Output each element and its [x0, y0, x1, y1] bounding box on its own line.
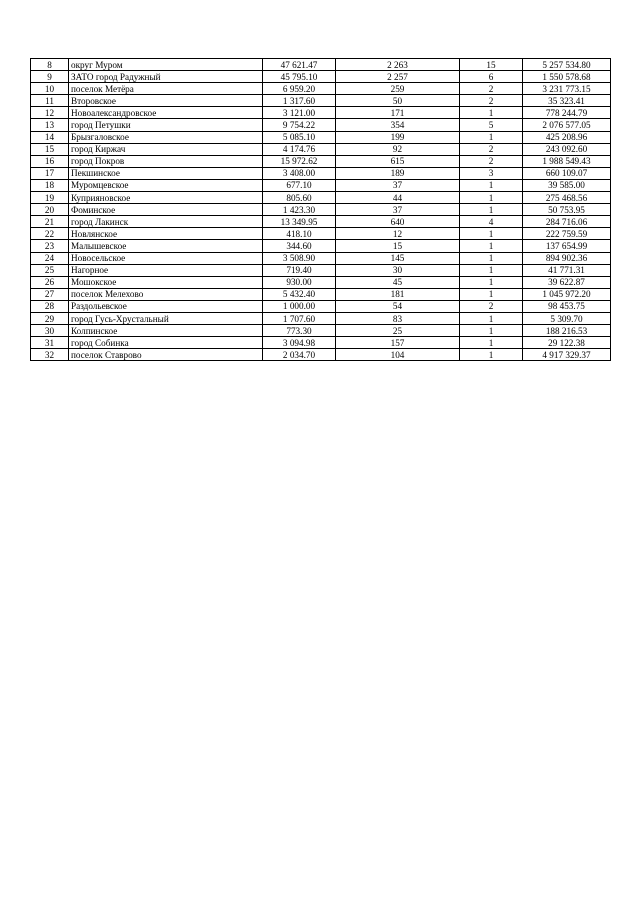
count-cell: 145 — [336, 252, 460, 264]
table-row — [31, 59, 611, 71]
table-row — [31, 228, 611, 240]
row-number-cell: 18 — [31, 179, 69, 191]
area-cell: 45 795.10 — [263, 71, 336, 83]
units-cell: 1 — [460, 349, 523, 361]
table-row — [31, 288, 611, 300]
count-cell: 189 — [336, 167, 460, 179]
row-number-cell: 29 — [31, 312, 69, 324]
settlement-name-cell: поселок Метёра — [69, 83, 263, 95]
area-cell: 9 754.22 — [263, 119, 336, 131]
table-row — [31, 192, 611, 204]
units-cell: 1 — [460, 192, 523, 204]
settlement-name-cell: город Петушки — [69, 119, 263, 131]
row-number-cell: 14 — [31, 131, 69, 143]
count-cell: 171 — [336, 107, 460, 119]
area-cell: 719.40 — [263, 264, 336, 276]
units-cell: 15 — [460, 59, 523, 71]
count-cell: 92 — [336, 143, 460, 155]
row-number-cell: 13 — [31, 119, 69, 131]
count-cell: 181 — [336, 288, 460, 300]
units-cell: 1 — [460, 276, 523, 288]
units-cell: 1 — [460, 228, 523, 240]
units-cell: 4 — [460, 216, 523, 228]
row-number-cell: 11 — [31, 95, 69, 107]
row-number-cell: 9 — [31, 71, 69, 83]
count-cell: 54 — [336, 300, 460, 312]
area-cell: 5 432.40 — [263, 288, 336, 300]
area-cell: 5 085.10 — [263, 131, 336, 143]
area-cell: 6 959.20 — [263, 83, 336, 95]
amount-cell: 1 988 549.43 — [523, 155, 611, 167]
area-cell: 1 707.60 — [263, 312, 336, 324]
row-number-cell: 28 — [31, 300, 69, 312]
amount-cell: 425 208.96 — [523, 131, 611, 143]
count-cell: 354 — [336, 119, 460, 131]
settlement-name-cell: Пекшинское — [69, 167, 263, 179]
count-cell: 15 — [336, 240, 460, 252]
row-number-cell: 23 — [31, 240, 69, 252]
area-cell: 3 094.98 — [263, 337, 336, 349]
area-cell: 344.60 — [263, 240, 336, 252]
units-cell: 2 — [460, 300, 523, 312]
table-row — [31, 143, 611, 155]
count-cell: 44 — [336, 192, 460, 204]
row-number-cell: 24 — [31, 252, 69, 264]
data-table — [30, 58, 611, 361]
row-number-cell: 25 — [31, 264, 69, 276]
row-number-cell: 16 — [31, 155, 69, 167]
settlement-name-cell: Новоалександровское — [69, 107, 263, 119]
table-row — [31, 252, 611, 264]
settlement-name-cell: округ Муром — [69, 59, 263, 71]
amount-cell: 1 045 972.20 — [523, 288, 611, 300]
units-cell: 1 — [460, 252, 523, 264]
table-row — [31, 167, 611, 179]
count-cell: 37 — [336, 179, 460, 191]
units-cell: 6 — [460, 71, 523, 83]
table-row — [31, 179, 611, 191]
table-row — [31, 349, 611, 361]
row-number-cell: 8 — [31, 59, 69, 71]
settlement-name-cell: город Гусь-Хрустальный — [69, 312, 263, 324]
row-number-cell: 17 — [31, 167, 69, 179]
area-cell: 1 000.00 — [263, 300, 336, 312]
settlement-name-cell: поселок Мелехово — [69, 288, 263, 300]
units-cell: 1 — [460, 337, 523, 349]
settlement-name-cell: Раздольевское — [69, 300, 263, 312]
area-cell: 930.00 — [263, 276, 336, 288]
settlement-name-cell: Малышевское — [69, 240, 263, 252]
area-cell: 3 121.00 — [263, 107, 336, 119]
settlement-name-cell: Второвское — [69, 95, 263, 107]
area-cell: 3 508.90 — [263, 252, 336, 264]
settlement-name-cell: город Собинка — [69, 337, 263, 349]
row-number-cell: 21 — [31, 216, 69, 228]
amount-cell: 50 753.95 — [523, 204, 611, 216]
amount-cell: 188 216.53 — [523, 325, 611, 337]
settlement-name-cell: город Киржач — [69, 143, 263, 155]
table-row — [31, 119, 611, 131]
count-cell: 157 — [336, 337, 460, 349]
units-cell: 1 — [460, 204, 523, 216]
count-cell: 2 257 — [336, 71, 460, 83]
area-cell: 773.30 — [263, 325, 336, 337]
amount-cell: 5 309.70 — [523, 312, 611, 324]
amount-cell: 137 654.99 — [523, 240, 611, 252]
amount-cell: 222 759.59 — [523, 228, 611, 240]
amount-cell: 275 468.56 — [523, 192, 611, 204]
count-cell: 83 — [336, 312, 460, 324]
settlement-name-cell: Брызгаловское — [69, 131, 263, 143]
table-row — [31, 240, 611, 252]
count-cell: 30 — [336, 264, 460, 276]
table-row — [31, 131, 611, 143]
area-cell: 805.60 — [263, 192, 336, 204]
amount-cell: 41 771.31 — [523, 264, 611, 276]
count-cell: 615 — [336, 155, 460, 167]
units-cell: 2 — [460, 83, 523, 95]
amount-cell: 98 453.75 — [523, 300, 611, 312]
table-row — [31, 312, 611, 324]
count-cell: 45 — [336, 276, 460, 288]
units-cell: 1 — [460, 240, 523, 252]
units-cell: 3 — [460, 167, 523, 179]
count-cell: 50 — [336, 95, 460, 107]
table-row — [31, 204, 611, 216]
settlement-name-cell: поселок Ставрово — [69, 349, 263, 361]
row-number-cell: 31 — [31, 337, 69, 349]
count-cell: 37 — [336, 204, 460, 216]
table-row — [31, 95, 611, 107]
amount-cell: 39 585.00 — [523, 179, 611, 191]
amount-cell: 35 323.41 — [523, 95, 611, 107]
table-row — [31, 155, 611, 167]
settlement-name-cell: город Лакинск — [69, 216, 263, 228]
row-number-cell: 19 — [31, 192, 69, 204]
units-cell: 1 — [460, 179, 523, 191]
units-cell: 1 — [460, 325, 523, 337]
area-cell: 47 621.47 — [263, 59, 336, 71]
settlement-name-cell: Муромцевское — [69, 179, 263, 191]
row-number-cell: 10 — [31, 83, 69, 95]
settlement-name-cell: Мошокское — [69, 276, 263, 288]
count-cell: 12 — [336, 228, 460, 240]
units-cell: 2 — [460, 143, 523, 155]
table-row — [31, 325, 611, 337]
row-number-cell: 27 — [31, 288, 69, 300]
table-row — [31, 276, 611, 288]
amount-cell: 2 076 577.05 — [523, 119, 611, 131]
table-row — [31, 71, 611, 83]
settlement-name-cell: Нагорное — [69, 264, 263, 276]
amount-cell: 894 902.36 — [523, 252, 611, 264]
table-row — [31, 337, 611, 349]
row-number-cell: 26 — [31, 276, 69, 288]
table-body — [31, 59, 611, 361]
row-number-cell: 32 — [31, 349, 69, 361]
count-cell: 25 — [336, 325, 460, 337]
area-cell: 1 423.30 — [263, 204, 336, 216]
amount-cell: 3 231 773.15 — [523, 83, 611, 95]
row-number-cell: 12 — [31, 107, 69, 119]
area-cell: 4 174.76 — [263, 143, 336, 155]
count-cell: 104 — [336, 349, 460, 361]
table-row — [31, 83, 611, 95]
amount-cell: 660 109.07 — [523, 167, 611, 179]
area-cell: 1 317.60 — [263, 95, 336, 107]
settlement-name-cell: Фоминское — [69, 204, 263, 216]
amount-cell: 1 550 578.68 — [523, 71, 611, 83]
row-number-cell: 30 — [31, 325, 69, 337]
settlement-name-cell: город Покров — [69, 155, 263, 167]
count-cell: 199 — [336, 131, 460, 143]
settlement-name-cell: ЗАТО город Радужный — [69, 71, 263, 83]
count-cell: 259 — [336, 83, 460, 95]
amount-cell: 243 092.60 — [523, 143, 611, 155]
count-cell: 640 — [336, 216, 460, 228]
units-cell: 2 — [460, 95, 523, 107]
amount-cell: 39 622.87 — [523, 276, 611, 288]
amount-cell: 5 257 534.80 — [523, 59, 611, 71]
units-cell: 2 — [460, 155, 523, 167]
settlement-name-cell: Новлянское — [69, 228, 263, 240]
area-cell: 677.10 — [263, 179, 336, 191]
amount-cell: 778 244.79 — [523, 107, 611, 119]
table-row — [31, 264, 611, 276]
row-number-cell: 15 — [31, 143, 69, 155]
amount-cell: 284 716.06 — [523, 216, 611, 228]
amount-cell: 29 122.38 — [523, 337, 611, 349]
area-cell: 418.10 — [263, 228, 336, 240]
area-cell: 13 349.95 — [263, 216, 336, 228]
row-number-cell: 22 — [31, 228, 69, 240]
units-cell: 1 — [460, 107, 523, 119]
table-row — [31, 216, 611, 228]
settlement-name-cell: Колпинское — [69, 325, 263, 337]
area-cell: 15 972.62 — [263, 155, 336, 167]
units-cell: 5 — [460, 119, 523, 131]
units-cell: 1 — [460, 288, 523, 300]
units-cell: 1 — [460, 264, 523, 276]
settlement-name-cell: Новосельское — [69, 252, 263, 264]
area-cell: 2 034.70 — [263, 349, 336, 361]
units-cell: 1 — [460, 131, 523, 143]
table-row — [31, 300, 611, 312]
units-cell: 1 — [460, 312, 523, 324]
amount-cell: 4 917 329.37 — [523, 349, 611, 361]
area-cell: 3 408.00 — [263, 167, 336, 179]
row-number-cell: 20 — [31, 204, 69, 216]
settlement-name-cell: Куприяновское — [69, 192, 263, 204]
count-cell: 2 263 — [336, 59, 460, 71]
table-row — [31, 107, 611, 119]
